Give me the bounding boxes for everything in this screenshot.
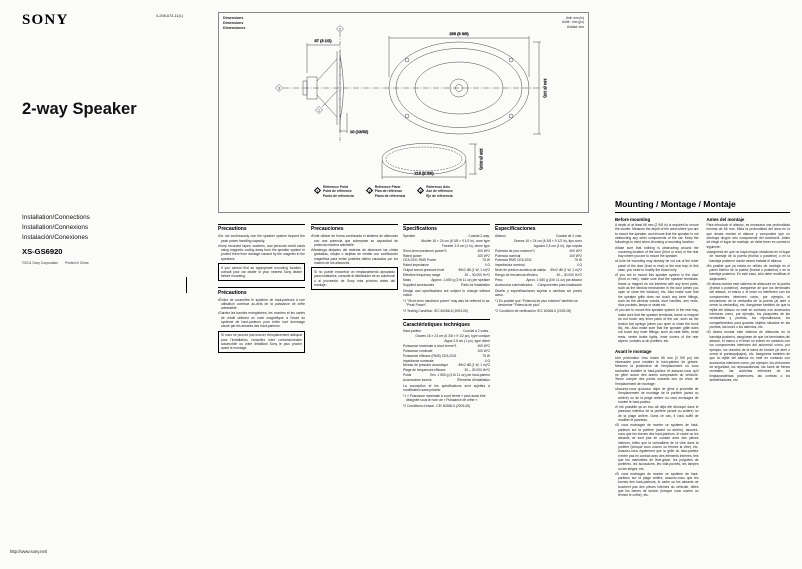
- spec-row: Peso Aprox. 1 650 g (3 lb 11 oz) por altavoz: [495, 277, 582, 282]
- copyright-text: ©2011 Sony Corporation: [22, 261, 59, 265]
- spec-row: Haut-parleur Coaxial à 2 voies :: [403, 329, 490, 334]
- bullet: • Keep recorded tapes, watches, and personal credit cards using magnetic coding away from the speaker system to protect them from damage caused by the magnets in the speakers.: [218, 244, 305, 261]
- bullet: • Évitez de soumettre le système de haut-parleurs à une utilisation continue au-delà de la puissance de crête admissible.: [218, 298, 305, 311]
- spec-row: CEA 2031 RMS Power 75 W: [403, 258, 490, 263]
- reference-item: [315, 185, 354, 198]
- bullet: • Es posible que ya exista un orificio de montaje en el panel interior de la puerta (frontal o posterior) o en la bandeja posterior. En este caso, sólo debe modificar el salpicadero.: [707, 264, 791, 281]
- before-mounting-en-intro: A depth of at least 66 mm (2 5/8 in) is required to mount the woofer. Measure the depth of the area where you are to mount the speaker, and ensure that the speaker is not obstructing any other components of the car. Keep the followings in mind when choosing a mounting location:: [615, 222, 699, 245]
- reference-item: [367, 185, 405, 198]
- before-mounting-en-title: Before mounting: [615, 216, 651, 222]
- spec-row: Graves 16 × 24 cm (6 3/8 × 9 1/2 po), type conique: [415, 334, 490, 339]
- bullet: • Mantenga alejados del sistema de altavoces las cintas grabadas, relojes o tarjetas de crédito con codificación magnética para evitar posibles daños causados por los imanes de los altavoces.: [311, 248, 398, 265]
- precautions-es-note: Si no puede encontrar un emplazamiento apropiado para instalarlos, consulte al distribuidor de su automóvil o al proveedor de Sony más próximo antes del montaje.: [311, 267, 398, 290]
- precautions-fr-bullets: [218, 298, 305, 329]
- diamond-marker-icon: 2: [366, 186, 373, 193]
- dim-cutout-width: 218 (8 5/8): [414, 170, 434, 176]
- install-languages: [22, 213, 90, 243]
- spec-row: Aigus 2,5 cm (1 po), type dôme: [444, 339, 490, 344]
- dimensions-heading-line: Dimensions: [223, 16, 244, 20]
- spec-row: Effective frequency range 30 – 30,000 Hz*2: [403, 272, 490, 277]
- precautions-en-note: If you cannot find an appropriate mounting location, consult your car dealer or your nearest Sony dealer before mounting.: [218, 263, 305, 281]
- specs-fr-note: La conception et les spécifications sont sujettes à modification sans préavis.: [403, 384, 490, 393]
- dimensions-heading-line: Dimensiones: [223, 25, 246, 30]
- precautions-fr-note: Si vous ne pouvez pas trouver d'emplacement adéquat pour l'installation, consultez votre concessionnaire automobile ou votre détaillant Sony le plus proche avant le montage.: [218, 331, 305, 354]
- bullet: • If you are to mount this speaker system in the door (front or rear), make sure that the speaker terminals, frame or magnet do not interfere with any inner parts, such as the window mechanism in the door (when you open or close the window), etc. Also make sure that the speaker grille does not touch any inner fittings, such as the window cranks, door handles, arm rests, door pockets, lamps or seats etc.: [615, 273, 699, 308]
- spec-row: Accesorios suministrados Componentes para instalación: [495, 282, 582, 287]
- before-mounting-en-bullets: [615, 246, 699, 344]
- precautions-es-bullets: [311, 234, 398, 265]
- sony-website-url: http://www.sony.net/: [10, 549, 48, 554]
- reference-item: [418, 185, 453, 198]
- bullet: • Assurez-vous qu'aucun objet ne gêne à proximité de l'emplacement de montage de la portière (avant ou arrière) ou de la plage arrière où vous envisagez de monter le haut-parleur.: [615, 387, 699, 404]
- specs-fr-footnotes: [403, 394, 490, 408]
- spec-row: Rated power 100 W*2: [403, 253, 490, 258]
- specs-en-note: Design and specifications are subject to change without notice.: [403, 288, 490, 298]
- spec-row: Puissance maximale à court terme*1 400 W*2: [403, 343, 490, 348]
- spec-row: Puissance efficace (RMS) CEA 2031 75 W: [403, 353, 490, 358]
- install-language-line: Installation/Connections: [22, 214, 90, 221]
- svg-text:2: 2: [338, 26, 342, 32]
- bullet: • A hole for mounting may already be cut out of the inner panel of the door (front or rear) or the rear tray. In this case, you need to modify the board only.: [615, 259, 699, 272]
- mounting-heading: Mounting / Montage / Montaje: [615, 199, 790, 213]
- bullet: • Gardez les bandes enregistrées, les montres et les cartes de crédit utilisant un code magnétique à l'écart du système de haut-parleurs pour éviter tout dommage causé par les aimants des haut-parleurs.: [218, 311, 305, 328]
- specs-en-footnotes: [403, 299, 490, 313]
- document-number: 4-298-674-11(1): [156, 14, 184, 18]
- bullet: • If you are to mount this speaker system in the rear tray, make sure that the speaker terminals, frame or magnet do not touch any inner parts of the car, such as the torsion bar springs (when you open or close the trunk lid), etc. Also make sure that the speaker grille does not touch any inner fittings, such as seat belts, head rests, center brake lights, inner covers of the rear wipers, curtains or air purifiers, etc.: [615, 308, 699, 343]
- footnote: *1 « Puissance maximale à court terme » peut aussi être désignée sous le nom de « Puissance de crête ».: [403, 394, 486, 403]
- specs-en-header: Specifications: [403, 224, 490, 232]
- before-mounting-fr-intro: Une profondeur d'au moins 66 mm (2 5/8 po) est nécessaire pour installer le haut-parleur de graves. Mesurez la profondeur de l'emplacement où vous souhaitez installer le haut-parleur et assurez-vous qu'il ne gêne aucun des autres composants du véhicule. Tenez compte des points suivants lors du choix de l'emplacement de montage :: [615, 355, 699, 386]
- copyright-row: [22, 261, 94, 265]
- bullet: • Si desea montar este sistema de altavoces en la puerta (frontal o posterior), asegúrese de que los terminales del altavoz, el marco o el imán no interfieren con los componentes interiores como, por ejemplo, el mecanismo de la ventanilla de la puerta (al abrir o cerrar la ventanilla), etc. Asegúrese también de que la rejilla del altavoz no esté en contacto con accesorios interiores como, por ejemplo, los picaportes de las ventanillas y puertas, los reposabrazos, los compartimentos para guardar objetos situados en las puertas, las luces o los asientos, etc.: [707, 282, 791, 330]
- spec-row: Impedancia nominal 4 Ω: [495, 263, 582, 268]
- mounting-col-en-fr: [615, 217, 699, 499]
- spec-row: Puissance nominale 100 W*2: [403, 348, 490, 353]
- bullet: • Si vous envisagez de monter ce système de haut-parleurs sur la portière (avant ou arrière), assurez-vous que les bornes des haut-parleurs, le cadre ou les aimants ne sont pas en contact avec des pièces internes, telles que la crémaillère de la vitre dans la portière (lorsque vous ouvrez ou fermez la vitre), etc. Assurez-vous également que la grille du haut-parleur n'entre pas en contact avec des éléments internes, tels que les manivelles de lève-glace, les poignées de portières, les accoudoirs, les vide-poches, les lampes ou les sièges, etc.: [615, 423, 699, 471]
- footnote: *2 Condición de verificación: IEC 60268-5 (2003-05): [495, 308, 572, 313]
- specs-en-rows: [403, 234, 490, 287]
- specs-es-rows: [495, 234, 582, 287]
- units-note-line: Unit: mm (in): [565, 16, 584, 20]
- bullet: • Evite utilizar de forma continuada el sistema de altavoces con una potencia que sobrepase su capacidad de potencia máxima admisible.: [311, 234, 398, 247]
- spec-row: Speaker Coaxial 2-way:: [403, 234, 490, 239]
- mounting-col-es: [707, 217, 791, 499]
- bullet: • Asegúrese de que no haya ningún obstáculo en el lugar de montaje de la puerta (frontal o posterior) o en la bandeja posterior donde desea instalar el altavoz.: [707, 250, 791, 263]
- spec-row: Altavoz Coaxial de 2 vías:: [495, 234, 582, 239]
- bullet: • Il est possible qu'un trou ait déjà été découpé dans le panneau intérieur de la portière (avant ou arrière) ou de la plage arrière. Dans ce cas, il vous suffit de modifier le panneau.: [615, 405, 699, 422]
- before-mounting-es-intro: Para introducir el altavoz, es necesaria una profundidad mínima de 66 mm. Mida la profundidad del área en la que desea montar el altavoz y compruebe que no obstruya ningún otro componente del automóvil. Antes de elegir el lugar de montaje, se debe tener en cuenta lo siguiente:: [706, 222, 790, 249]
- svg-text:3: 3: [277, 85, 281, 91]
- column-precautions-en-fr: [218, 224, 305, 353]
- dim-cutout-height: 156 (6 3/16): [479, 148, 484, 170]
- specs-es-footnotes: [495, 299, 582, 313]
- dimensions-diagram: [218, 12, 589, 213]
- bullet: • Make sure that nothing is obstructing around the mounting location of the door (front or rear) or the rear tray where you are to mount the speaker.: [615, 246, 699, 259]
- before-mounting-es-title: Antes del montaje: [706, 216, 745, 222]
- spec-row: Niveau de pression acoustique 89±2 dB (1 W, 1 m)*2: [403, 363, 490, 368]
- spec-row: Output sound pressure level 89±2 dB (1 W, 1 m)*2: [403, 268, 490, 273]
- dim-protrusion: 10 (13/32): [350, 129, 369, 134]
- precautions-en-header: Precautions: [218, 224, 305, 232]
- units-note-line: Unidad: mm: [566, 24, 584, 29]
- model-number: XS-GS6920: [22, 247, 63, 256]
- spec-row: Nivel de presión acústica de salida 89±2 dB (1 W, 1 m)*2: [495, 268, 582, 273]
- diamond-marker-icon: 1: [314, 186, 321, 193]
- before-mounting-es-bullets: [707, 250, 791, 382]
- spec-row: Potencia nominal 100 W*2: [495, 253, 582, 258]
- mounting-section: [615, 199, 790, 498]
- spec-row: Tweeter 2.5 cm (1 in), dome type: [441, 243, 490, 248]
- precautions-en-bullets: [218, 234, 305, 261]
- footnote: *2 Testing Condition: IEC 60268-5 (2003-05): [403, 308, 468, 313]
- column-precautions-es: [311, 224, 398, 290]
- svg-text:1: 1: [317, 107, 321, 113]
- page-title: 2-way Speaker: [22, 100, 137, 118]
- speaker-dimension-drawing: [219, 13, 590, 214]
- spec-row: Potencia de pico máximo*1 400 W*2: [495, 248, 582, 253]
- spec-row: Poids Env. 1 650 g (3 lb 11 oz) par haut-parleur: [403, 373, 490, 378]
- sony-logo: SONY: [22, 12, 69, 28]
- specs-fr-header: Caractéristiques techniques: [403, 319, 490, 327]
- column-specs-es: [495, 224, 582, 313]
- precautions-es-header: Precauciones: [311, 224, 398, 232]
- registration-mark: [186, 277, 187, 293]
- spec-row: Graves 16 × 24 cm (6 3/8 × 9 1/2 in), tipo cono: [513, 239, 582, 244]
- reference-legend: [315, 185, 453, 198]
- reference-labels: Reference Axis Axe de référence Eje de referencia: [426, 185, 453, 198]
- install-language-line: Instalación/Conexiones: [22, 233, 89, 241]
- footnote: *1 Es posible que "Potencia de pico máximo" también se denomine "Potencia de pico".: [495, 298, 578, 308]
- units-note-line: Unité : mm (po): [562, 20, 584, 25]
- spec-row: Potencia RMS CEA 2031 75 W: [495, 258, 582, 263]
- dim-front-width: 236 (9 3/8): [449, 31, 469, 36]
- precautions-fr-header: Précautions: [218, 287, 305, 295]
- spec-row: Supplied accessories Parts for installation: [403, 282, 490, 287]
- printed-in-text: Printed in China: [65, 261, 89, 265]
- bullet: • Si vous envisagez de monter ce système de haut-parleurs sur la plage arrière, assurez-vous que les bornes des haut-parleurs, le cadre ou les aimants ne touchent pas des pièces internes du véhicule, telles que les barres de torsion (lorsque vous ouvrez ou fermez le coffre), etc.: [615, 472, 699, 498]
- dim-depth: 87 (3 1/2): [314, 38, 332, 43]
- dim-front-height: 164 (6 1/2): [543, 78, 548, 98]
- install-language-line: Installation/Connexions: [22, 223, 89, 231]
- dimensions-heading-line: Dimensions: [223, 20, 244, 25]
- footnote: *2 Conditions d'essai : CEI 60268-5 (2003-05): [403, 404, 471, 409]
- diamond-marker-icon: 3: [417, 186, 424, 193]
- spec-row: Rango de frecuencia efectivo 30 – 30 000 Hz*2: [495, 272, 582, 277]
- before-mounting-fr-title: Avant le montage: [615, 349, 652, 355]
- before-mounting-fr-bullets: [615, 387, 699, 498]
- bullet: • Do not continuously use the speaker system beyond the peak power handling capacity.: [218, 234, 305, 243]
- bullet: • Si desea montar este sistema de altavoces en la bandeja posterior, asegúrese de que los terminales del altavoz, el marco o el imán no entren en contacto con los componentes interiores del automóvil como, por ejemplo, los resortes de la barra de torsión (al abrir o cerrar el portaequipajes), etc. Asegúrese también de que la rejilla del altavoz no esté en contacto con accesorios interiores como, por ejemplo, los cinturones de seguridad, los reposacabezas, las luces de frenos centrales, las cubiertas interiores de los limpiaparabrisas posteriores, las cortinas o los ambientadores, etc.: [707, 330, 791, 382]
- spec-row: Woofer 16 × 24 cm (6 3/8 × 9 1/2 in), cone type: [420, 239, 490, 244]
- reference-markers: [276, 26, 344, 114]
- specs-es-note: Diseño y especificaciones sujetos a cambios sin previo aviso.: [495, 288, 582, 298]
- specs-fr-rows: [403, 329, 490, 382]
- spec-row: Mass Approx. 1,650 g (3 lb 11 oz) per speaker: [403, 277, 490, 282]
- footnote: *1 "Short-term maximum power" may also be referred to as "Peak Power".: [403, 298, 490, 308]
- column-specs-en-fr: [403, 224, 490, 409]
- spec-row: Rated impedance 4 Ω: [403, 263, 490, 268]
- spec-row: Agudos 2,5 cm (1 in), tipo cúpula: [533, 243, 582, 248]
- spec-row: Short-term maximum power*1 400 W*2: [403, 248, 490, 253]
- spec-row: Impédance nominale 4 Ω: [403, 358, 490, 363]
- spec-row: Plage de fréquences efficace 30 – 30 000 Hz*2: [403, 368, 490, 373]
- reference-labels: Reference Plane Plan de référence Plano de referencia: [374, 185, 406, 198]
- spec-row: Accessoires fournis Éléments d'installation: [403, 377, 490, 382]
- reference-labels: Reference Point Point de référence Punto de referencia: [323, 185, 354, 198]
- specs-es-header: Especificaciones: [495, 224, 582, 232]
